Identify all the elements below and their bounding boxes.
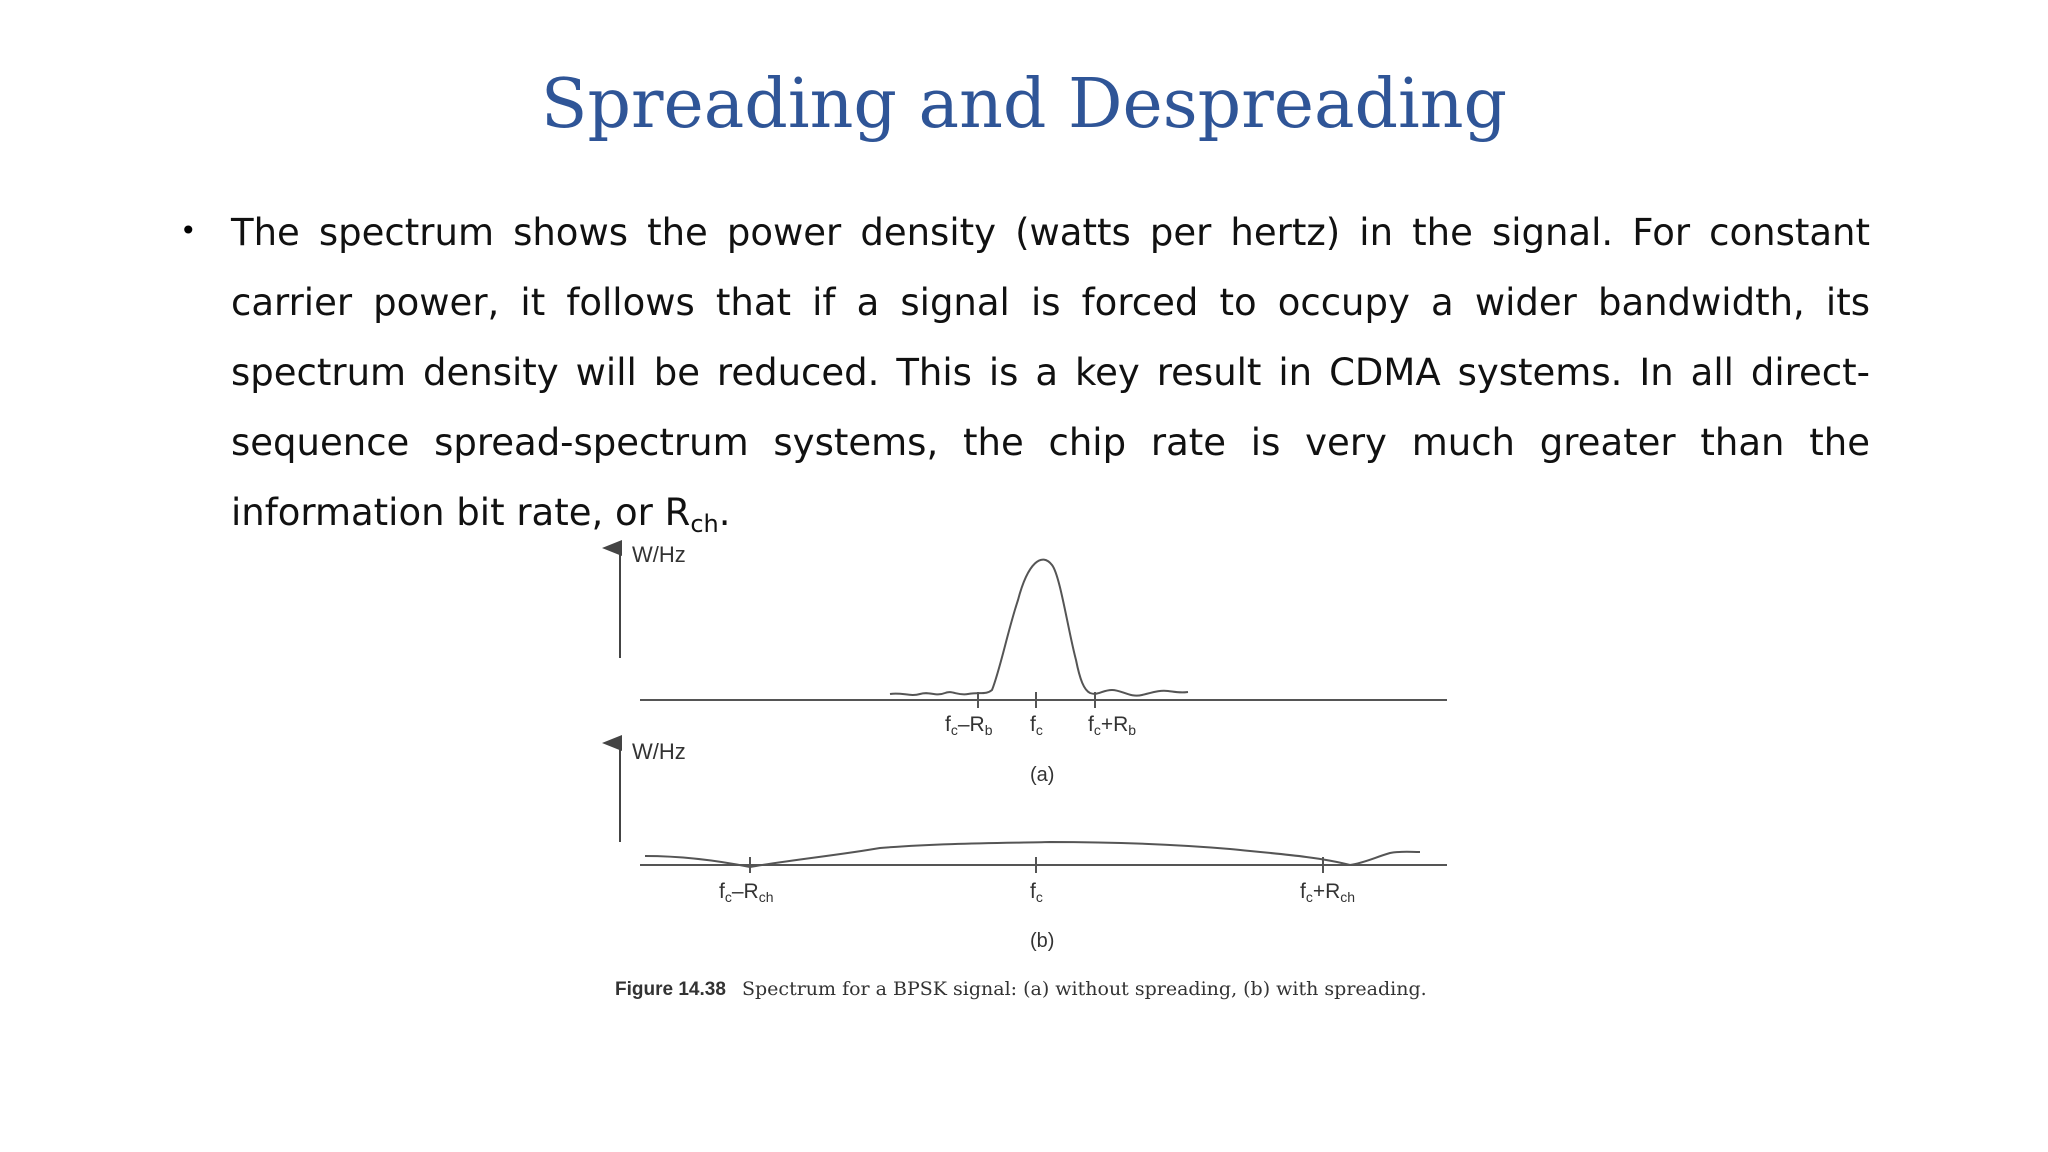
figure-caption-number: Figure 14.38	[615, 979, 726, 1000]
spectrum-figure-svg	[590, 530, 1490, 1030]
panel-a-tick-label-left: fc–Rb	[945, 713, 993, 738]
slide-title: Spreading and Despreading	[540, 65, 1508, 144]
figure-caption	[615, 978, 1427, 1000]
panel-a-spectrum-curve	[890, 560, 1188, 696]
spectrum-figure	[590, 530, 1490, 1030]
bullet-text-main: The spectrum shows the power density (watts per hertz) in the signal. For constant carrier power, it follows that if a signal is forced to occupy a wider bandwidth, its spectrum density will be reduced. This is a key result in CDMA systems. In all direct-sequence spread-spectrum systems, the chip rate is very much greater than the information bit rate, or R	[231, 211, 1870, 534]
bullet-text-subscript: ch	[690, 510, 719, 538]
panel-b-tick-label-center: fc	[1030, 880, 1043, 905]
panel-a-tick-label-center: fc	[1030, 713, 1043, 738]
panel-b-tick-label-left: fc–Rch	[719, 880, 774, 905]
bullet-text	[231, 198, 1870, 548]
panel-b-y-label: W/Hz	[632, 739, 686, 764]
bullet-paragraph	[180, 198, 1870, 548]
panel-a-tick-label-right: fc+Rb	[1088, 713, 1137, 738]
panel-b-label: (b)	[1030, 930, 1055, 952]
panel-b-spectrum-curve	[645, 842, 1420, 867]
bullet-dot-icon: •	[180, 214, 197, 247]
panel-a-label: (a)	[1030, 764, 1055, 786]
figure-caption-text: Spectrum for a BPSK signal: (a) without spreading, (b) with spreading.	[742, 978, 1427, 1000]
bullet-text-end: .	[718, 491, 731, 534]
panel-a-y-label: W/Hz	[632, 542, 686, 567]
panel-b-tick-label-right: fc+Rch	[1300, 880, 1356, 905]
panel-a	[620, 542, 1447, 786]
